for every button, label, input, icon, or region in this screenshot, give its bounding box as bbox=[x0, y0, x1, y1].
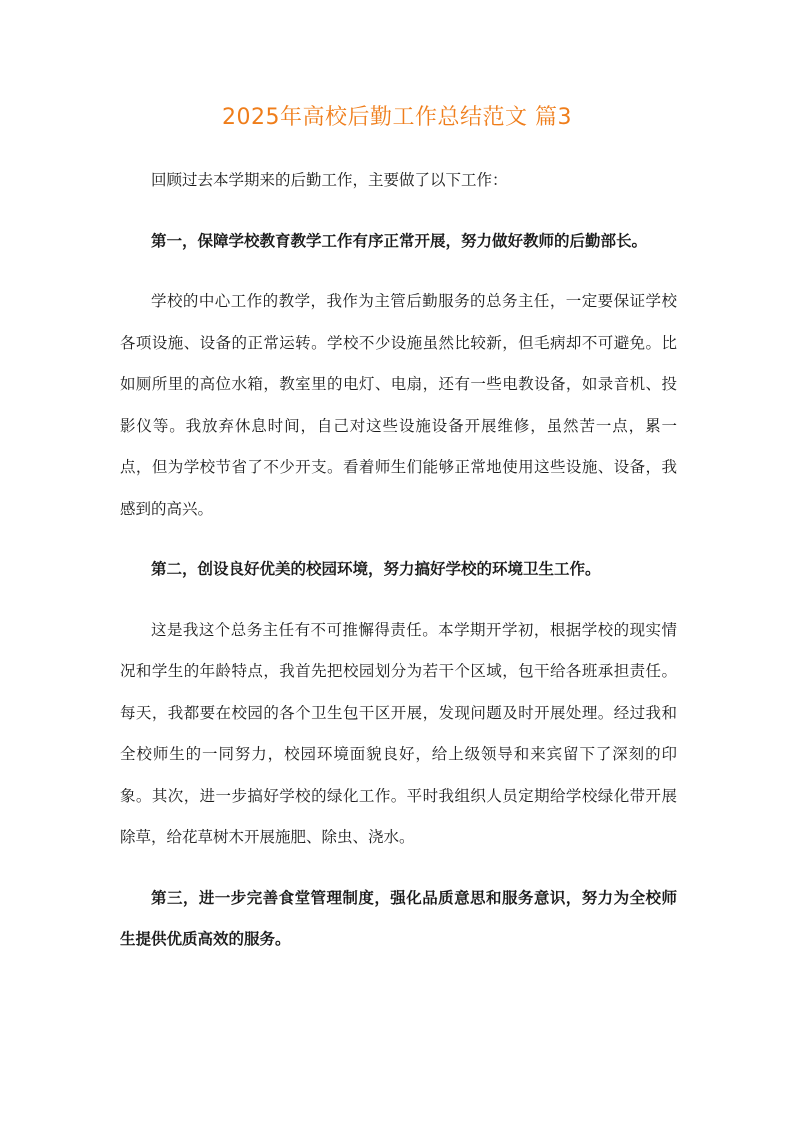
document-title: 2025年高校后勤工作总结范文 篇3 bbox=[222, 105, 572, 130]
section-2-body: 这是我这个总务主任有不可推懈得责任。本学期开学初，根据学校的现实情况和学生的年龄特点，我首先把校园划分为若干个区域，包干给各班承担责任。每天，我都要在校园的各个卫生包干区开展，发现问题及时开展处理。经过我和全校师生的一同努力，校园环境面貌良好，给上级领导和来宾留下了深刻的印象。其次，进一步搞好学校的绿化工作。平时我组织人员定期给学校绿化带开展除草，给花草树木开展施肥、除虫、浇水。 bbox=[120, 620, 677, 846]
section-2-heading: 第二，创设良好优美的校园环境，努力搞好学校的环境卫生工作。 bbox=[151, 560, 601, 578]
document-body bbox=[120, 160, 677, 980]
section-3-heading: 第三，进一步完善食堂管理制度，强化品质意思和服务意识，努力为全校师生提供优质高效的服务。 bbox=[120, 888, 677, 948]
intro-paragraph: 回顾过去本学期来的后勤工作，主要做了以下工作： bbox=[151, 171, 508, 189]
section-1-body: 学校的中心工作的教学，我作为主管后勤服务的总务主任，一定要保证学校各项设施、设备的正常运转。学校不少设施虽然比较新，但毛病却不可避免。比如厕所里的高位水箱，教室里的电灯、电扇，还有一些电教设备，如录音机、投影仪等。我放弃休息时间，自己对这些设施设备开展维修，虽然苦一点，累一点，但为学校节省了不少开支。看着师生们能够正常地使用这些设施、设备，我感到的高兴。 bbox=[120, 292, 677, 518]
section-1-heading: 第一，保障学校教育教学工作有序正常开展，努力做好教师的后勤部长。 bbox=[151, 231, 648, 250]
